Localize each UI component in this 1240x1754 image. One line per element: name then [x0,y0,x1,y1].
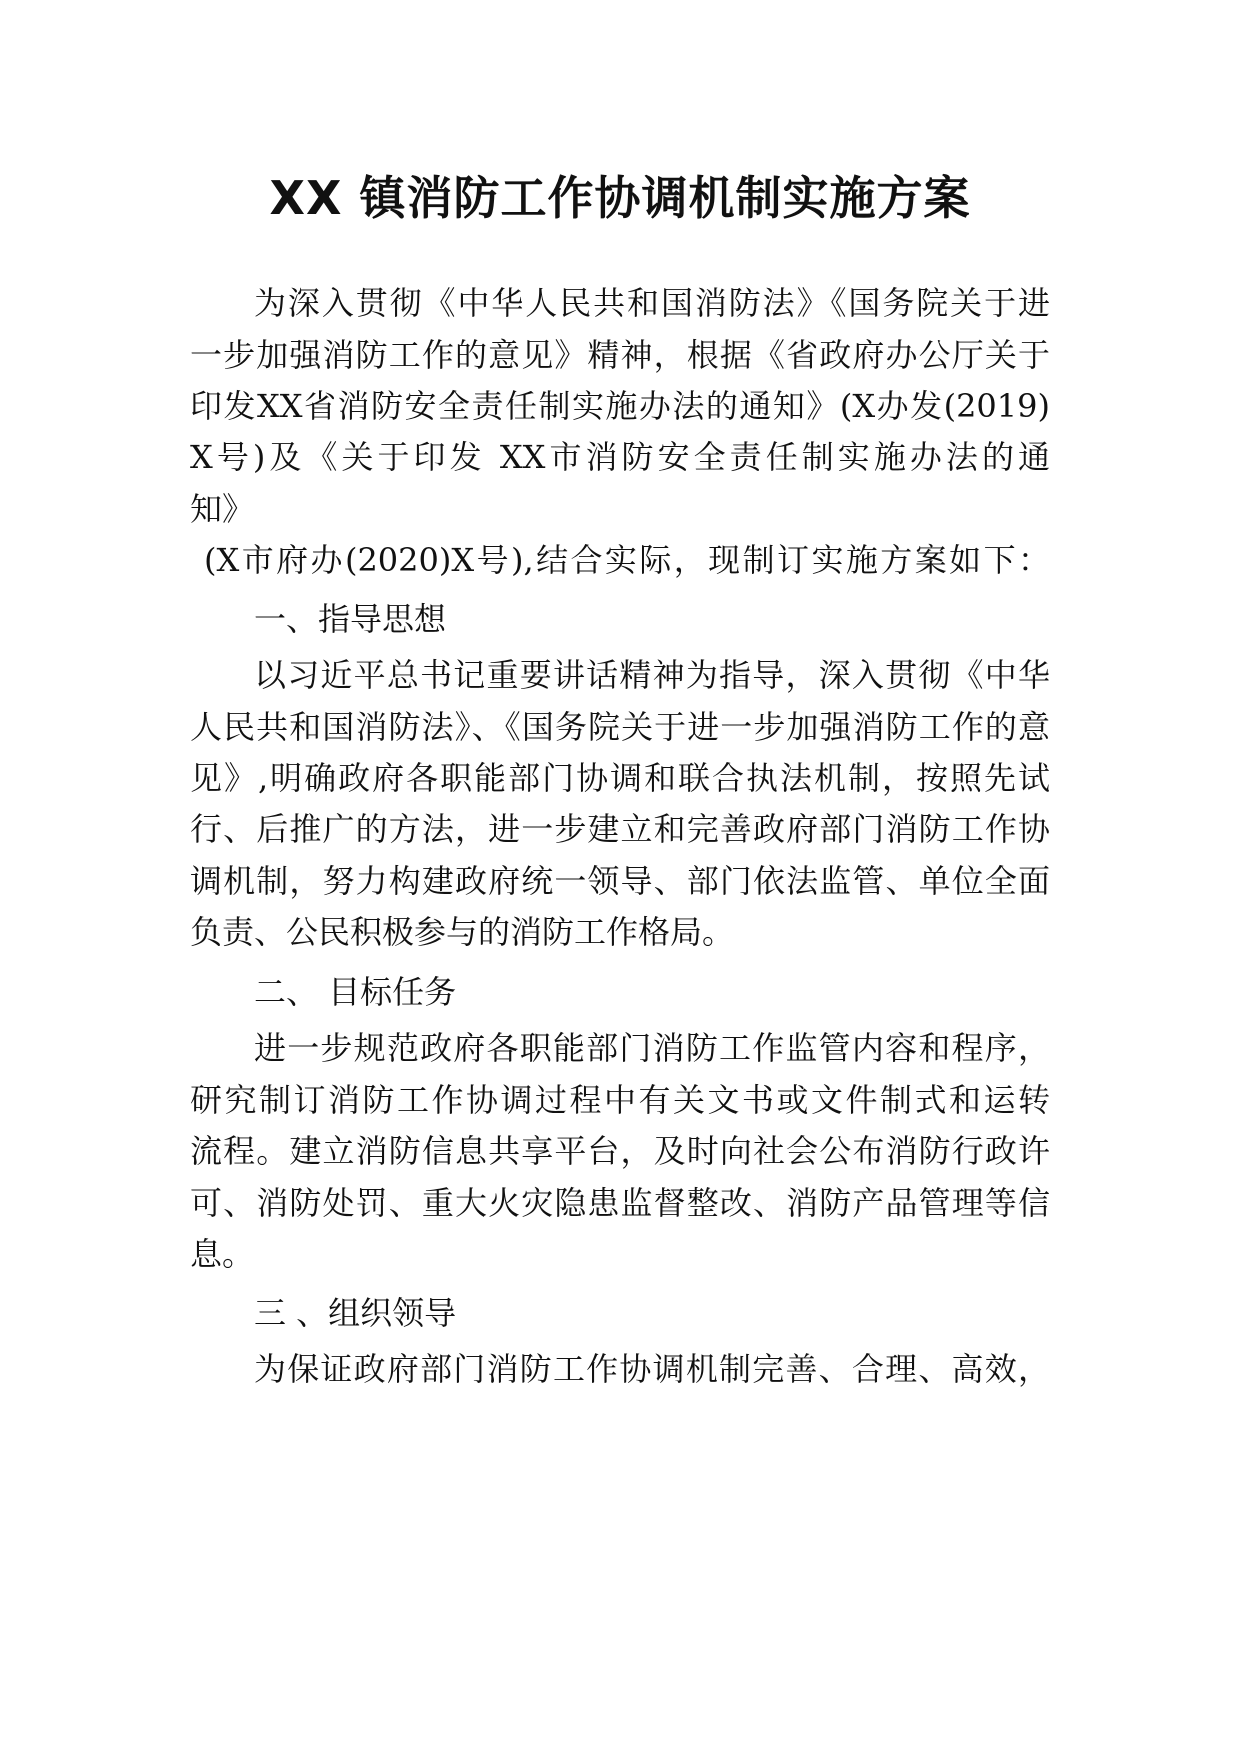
section-1-line-4: 行、后推广的方法，进一步建立和完善政府部门消防工作协 [190,810,1050,848]
section-1-line-3: 见》,明确政府各职能部门协调和联合执法机制，按照先试 [190,759,1050,797]
section-heading-2: 二、 目标任务 [254,973,457,1011]
intro-line-5: 知》 [190,490,255,528]
section-2-line-1: 进一步规范政府各职能部门消防工作监管内容和程序， [254,1029,1050,1067]
section-2-line-2: 研究制订消防工作协调过程中有关文书或文件制式和运转 [190,1081,1050,1119]
section-1-line-6: 负责、公民积极参与的消防工作格局。 [190,913,735,951]
intro-line-2: 一步加强消防工作的意见》精神，根据《省政府办公厅关于 [190,336,1050,374]
intro-line-1: 为深入贯彻《中华人民共和国消防法》《国务院关于进 [254,284,1050,322]
intro-line-3: 印发XX省消防安全责任制实施办法的通知》(X办发(2019) [190,387,1050,425]
section-3-line-1: 为保证政府部门消防工作协调机制完善、合理、高效， [254,1350,1050,1388]
section-heading-1: 一、指导思想 [254,600,447,638]
section-2-line-3: 流程。建立消防信息共享平台，及时向社会公布消防行政许 [190,1132,1050,1170]
section-heading-3: 三 、组织领导 [254,1294,457,1332]
intro-line-6: (X市府办(2020)X号),结合实际，现制订实施方案如下： [204,541,1050,579]
section-2-line-4: 可、消防处罚、重大火灾隐患监督整改、消防产品管理等信 [190,1184,1050,1222]
section-2-line-5: 息。 [190,1235,255,1273]
section-1-line-2: 人民共和国消防法》、《国务院关于进一步加强消防工作的意 [190,708,1050,746]
intro-line-4: X号)及《关于印发 XX市消防安全责任制实施办法的通 [190,438,1050,476]
section-1-line-5: 调机制，努力构建政府统一领导、部门依法监管、单位全面 [190,862,1050,900]
section-1-line-1: 以习近平总书记重要讲话精神为指导，深入贯彻《中华 [254,656,1050,694]
document-title: XX 镇消防工作协调机制实施方案 [269,171,971,225]
